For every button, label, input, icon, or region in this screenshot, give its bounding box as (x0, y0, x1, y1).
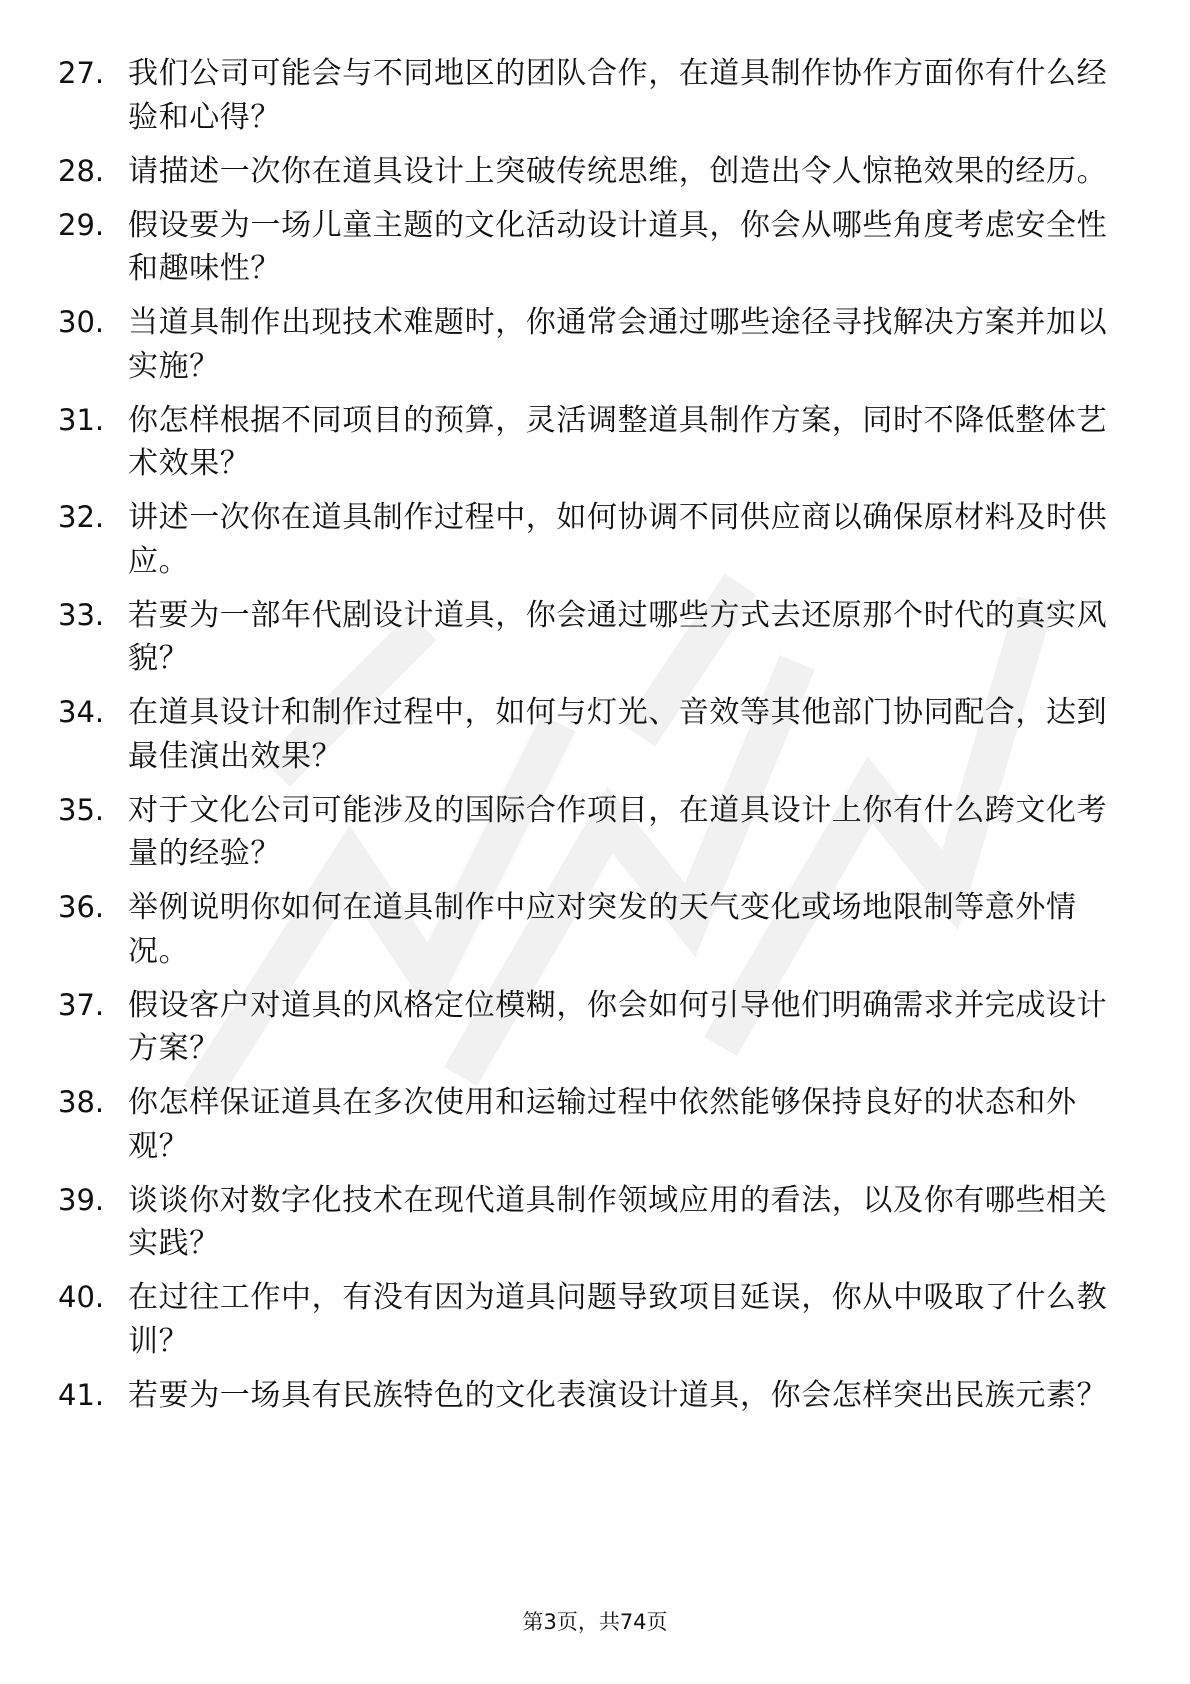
question-text: 谈谈你对数字化技术在现代道具制作领域应用的看法，以及你有哪些相关实践？ (128, 1182, 1108, 1261)
list-item (58, 1276, 1108, 1363)
question-text: 请描述一次你在道具设计上突破传统思维，创造出令人惊艳效果的经历。 (128, 153, 1108, 189)
question-number: 34. (58, 695, 105, 729)
question-text: 当道具制作出现技术难题时，你通常会通过哪些途径寻找解决方案并加以实施？ (128, 305, 1108, 384)
question-text: 在道具设计和制作过程中，如何与灯光、音效等其他部门协同配合，达到最佳演出效果？ (128, 695, 1108, 774)
question-text: 对于文化公司可能涉及的国际合作项目，在道具设计上你有什么跨文化考量的经验？ (128, 792, 1108, 871)
question-text: 假设要为一场儿童主题的文化活动设计道具，你会从哪些角度考虑安全性和趣味性？ (128, 207, 1108, 286)
question-text: 我们公司可能会与不同地区的团队合作，在道具制作协作方面你有什么经验和心得？ (128, 56, 1108, 135)
question-text: 若要为一部年代剧设计道具，你会通过哪些方式去还原那个时代的真实风貌？ (128, 597, 1108, 676)
list-item (58, 301, 1108, 388)
question-list (58, 52, 1108, 1428)
page-number-footer: 第3页，共74页 (522, 1610, 668, 1634)
list-item (58, 399, 1108, 486)
list-item (58, 52, 1108, 139)
list-item (58, 886, 1108, 973)
list-item (58, 594, 1108, 681)
question-number: 37. (58, 987, 105, 1022)
question-number: 38. (58, 1085, 105, 1119)
question-number: 36. (58, 890, 105, 924)
list-item (58, 691, 1108, 778)
list-item (58, 496, 1108, 583)
question-text: 假设客户对道具的风格定位模糊，你会如何引导他们明确需求并完成设计方案？ (128, 987, 1108, 1066)
list-item (58, 1081, 1108, 1168)
question-number: 27. (58, 56, 105, 90)
question-number: 41. (58, 1377, 105, 1412)
question-number: 28. (58, 153, 105, 188)
question-text: 若要为一场具有民族特色的文化表演设计道具，你会怎样突出民族元素？ (128, 1377, 1108, 1413)
question-text: 举例说明你如何在道具制作中应对突发的天气变化或场地限制等意外情况。 (128, 890, 1077, 969)
question-number: 31. (58, 402, 105, 437)
list-item (58, 984, 1108, 1071)
question-number: 40. (58, 1280, 105, 1314)
question-text: 你怎样保证道具在多次使用和运输过程中依然能够保持良好的状态和外观？ (128, 1085, 1077, 1164)
question-number: 29. (58, 207, 105, 242)
list-item (58, 1179, 1108, 1266)
question-text: 讲述一次你在道具制作过程中，如何协调不同供应商以确保原材料及时供应。 (128, 500, 1108, 579)
question-number: 32. (58, 500, 105, 534)
list-item (58, 204, 1108, 291)
list-item (58, 150, 1108, 194)
question-number: 30. (58, 305, 105, 339)
list-item (58, 1374, 1108, 1418)
question-number: 39. (58, 1182, 105, 1217)
question-number: 35. (58, 792, 105, 827)
list-item (58, 789, 1108, 876)
question-number: 33. (58, 597, 105, 632)
question-text: 在过往工作中，有没有因为道具问题导致项目延误，你从中吸取了什么教训？ (128, 1280, 1108, 1359)
question-text: 你怎样根据不同项目的预算，灵活调整道具制作方案，同时不降低整体艺术效果？ (128, 402, 1108, 481)
